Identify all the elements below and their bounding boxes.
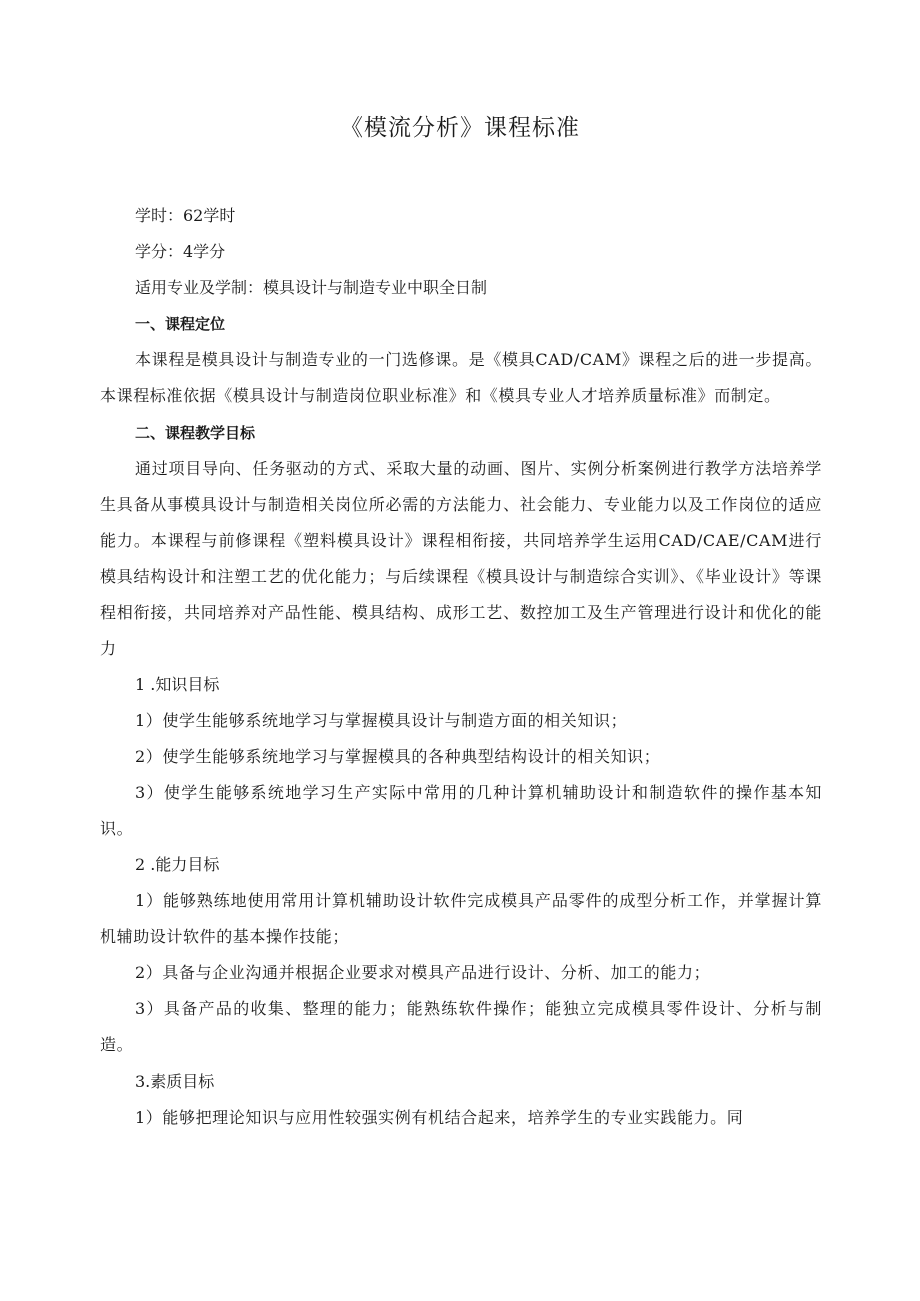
ability-goal-item: 3）具备产品的收集、整理的能力；能熟练软件操作；能独立完成模具零件设计、分析与制造。 bbox=[100, 999, 822, 1054]
knowledge-goal-item: 3）使学生能够系统地学习生产实际中常用的几种计算机辅助设计和制造软件的操作基本知识。 bbox=[100, 783, 822, 838]
course-hours: 学时：62学时 bbox=[135, 206, 236, 225]
ability-goals-heading: 2 .能力目标 bbox=[135, 855, 220, 874]
knowledge-goal-item: 1）使学生能够系统地学习与掌握模具设计与制造方面的相关知识； bbox=[135, 711, 628, 730]
quality-goal-item: 1）能够把理论知识与应用性较强实例有机结合起来，培养学生的专业实践能力。同 bbox=[135, 1108, 744, 1127]
course-credits: 学分：4学分 bbox=[135, 242, 226, 261]
document-title: 《模流分析》课程标准 bbox=[340, 115, 580, 141]
section-teaching-goals-body: 通过项目导向、任务驱动的方式、采取大量的动画、图片、实例分析案例进行教学方法培养学生具备从事模具设计与制造相关岗位所必需的方法能力、社会能力、专业能力以及工作岗位的适应能力。本课程与前修课程《塑料模具设计》课程相衔接，共同培养学生运用CAD/CAE/CAM进行模具结构设计和注塑工艺的优化能力；与后续课程《模具设计与制造综合实训》、《毕业设计》等课程相衔接，共同培养对产品性能、模具结构、成形工艺、数控加工及生产管理进行设计和优化的能力 bbox=[100, 459, 822, 658]
section-course-positioning-heading: 一、课程定位 bbox=[135, 315, 226, 333]
knowledge-goal-item: 2）使学生能够系统地学习与掌握模具的各种典型结构设计的相关知识； bbox=[135, 747, 661, 766]
document-body bbox=[100, 198, 822, 1136]
knowledge-goals-heading: 1 .知识目标 bbox=[135, 675, 220, 694]
applicable-major: 适用专业及学制：模具设计与制造专业中职全日制 bbox=[135, 278, 488, 297]
ability-goal-item: 2）具备与企业沟通并根据企业要求对模具产品进行设计、分析、加工的能力； bbox=[135, 963, 711, 982]
ability-goal-item: 1）能够熟练地使用常用计算机辅助设计软件完成模具产品零件的成型分析工作，并掌握计算机辅助设计软件的基本操作技能； bbox=[100, 891, 822, 946]
quality-goals-heading: 3.素质目标 bbox=[135, 1072, 215, 1091]
section-course-positioning-body: 本课程是模具设计与制造专业的一门选修课。是《模具CAD/CAM》课程之后的进一步提高。本课程标准依据《模具设计与制造岗位职业标准》和《模具专业人才培养质量标准》而制定。 bbox=[100, 350, 822, 405]
section-teaching-goals-heading: 二、课程教学目标 bbox=[135, 424, 256, 442]
